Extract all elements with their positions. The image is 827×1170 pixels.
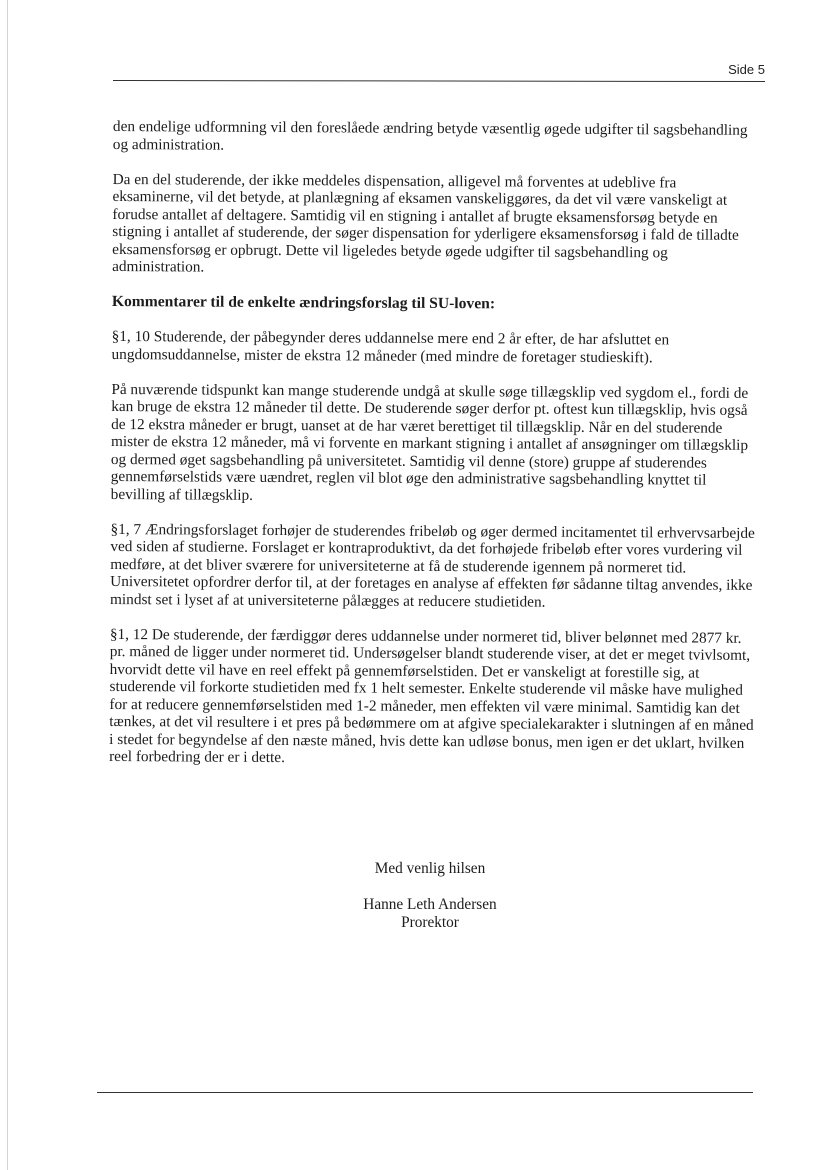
comment-1-7: §1, 7 Ændringsforslaget forhøjer de studerendes fribeløb og øger dermed incitamentet til erhvervsarbejde ved siden af studierne. Forslaget er kontraproduktivt, da det forhøjede fribeløb efter vores vurdering vil medføre, at det bliver sværere for universiteterne at få de studerende igennem på normeret tid. Universitetet opfordrer derfor til, at der foretages en analyse af effekten før sådanne tiltag anvendes, ikke mindst set i lyset af at universiteterne pålægges at reducere studietiden. [110, 520, 755, 611]
header-rule [113, 80, 765, 82]
signature-gap [290, 878, 570, 896]
signatory-name: Hanne Leth Andersen [363, 896, 497, 913]
letter-body [109, 118, 761, 787]
section-heading: Kommentarer til de enkelte ændringsforslag til SU-loven: [111, 292, 496, 313]
comment-1-12: §1, 12 De studerende, der færdiggør deres uddannelse under normeret tid, bliver belønnet med 2877 kr. pr. måned de ligger under normeret tid. Undersøgelser blandt studerende viser, at det er meget tvivlsomt, hvorvidt dette vil have en reel effekt på gennemførselstiden. Det er vanskeligt at forestille sig, at studerende vil forkorte studietiden med fx 1 helt semester. Enkelte studerende vil måske have mulighed for at reducere gennemførselstiden med 1-2 måneder, men effekten vil være minimal. Samtidig kan det tænkes, at det vil resultere i et pres på bedømmere om at afgive specialekarakter i slutningen af en måned i stedet for begyndelse af den næste måned, hvis dette kan udløse bonus, men igen er det uklart, hvilken reel forbedring der er i dette. [109, 625, 754, 767]
signatory-title: Prorektor [401, 914, 459, 931]
footer-rule [97, 1092, 753, 1093]
signature-block [290, 860, 570, 932]
comment-1-10: §1, 10 Studerende, der påbegynder deres uddannelse mere end 2 år efter, de har afsluttet en ungdomsuddannelse, mister de ekstra 12 måneder (med mindre de foretager studieskift). [111, 327, 670, 366]
scan-edge [7, 0, 8, 1170]
page-number: Side 5 [728, 62, 765, 77]
paragraph-exam-planning: Da en del studerende, der ikke meddeles dispensation, alligevel må forventes at udeblive fra eksaminerne, vil det betyde, at planlægning af eksamen vanskeliggøres, da det vil være vanskeligt at forudse antallet af deltagere. Samtidig vil en stigning i antallet af brugte eksamensforsøg betyde en stigning i antallet af studerende, der søger dispensation for yderligere eksamensforsøg i fald de tilladte eksamensforsøg er opbrugt. Dette vil ligeledes betyde øgede udgifter til sagsbehandling og administration. [112, 170, 739, 276]
closing-greeting: Med venlig hilsen [374, 860, 486, 877]
paragraph-continuation: den endelige udformning vil den foreslåede ændring betyde væsentlig øgede udgifter til sagsbehandling og administration. [112, 118, 748, 154]
comment-tillaegsklip: På nuværende tidspunkt kan mange studerende undgå at skulle søge tillægsklip ved sygdom el., fordi de kan bruge de ekstra 12 måneder til dette. De studerende søger derfor pt. oftest kun tillægsklip, hvis også de 12 ekstra måneder er brugt, uanset at de har været berettiget til tillægsklip. Når en del studerende mister de ekstra 12 måneder, må vi forvente en markant stigning i antallet af ansøgninger om tillægsklip og dermed øget sagsbehandling på universitetet. Samtidig vil denne (store) gruppe af studerendes gennemførselstids være uændret, reglen vil blot øge den administrative sagsbehandling knyttet til bevilling af tillægsklip. [110, 380, 749, 504]
